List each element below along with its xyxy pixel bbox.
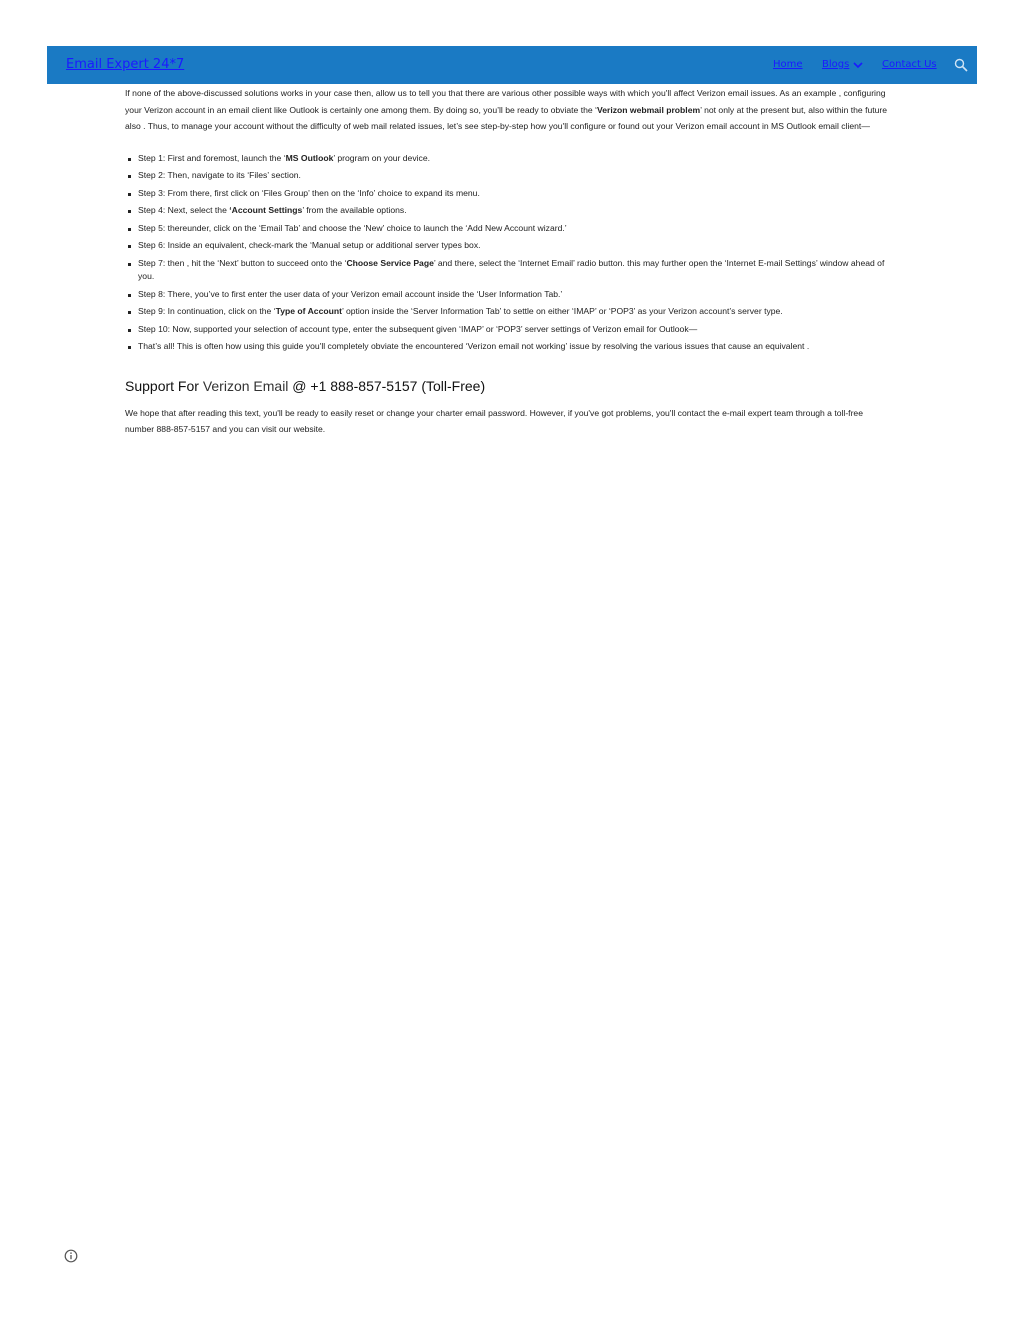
list-item	[125, 204, 901, 218]
list-item	[125, 288, 901, 302]
step-text-pre: Step 3: From there, first click on ‘Files Group’ then on the ‘Info’ choice to expand its menu.	[138, 187, 480, 198]
step-text-post: ’ option inside the ‘Server Information Tab’ to settle on either ‘IMAP’ or ‘POP3’ as your Verizon account’s server type.	[341, 306, 783, 316]
bullet-icon	[128, 228, 131, 231]
list-item	[125, 187, 901, 201]
intro-text-2: ’ not only at the present but, also within the future also . Thus, to manage your account without the difficulty of web mail related issues, let’s see step-by-step how you'll configure or found out your Verizon email account in MS Outlook email client—	[125, 104, 888, 131]
bullet-icon	[128, 210, 131, 213]
bullet-icon	[128, 175, 131, 178]
step-text-pre: Step 1: First and foremost, launch the ‘	[138, 152, 286, 163]
step-text-pre: Step 4: Next, select the	[138, 205, 230, 215]
intro-paragraph	[125, 85, 901, 135]
step-text-pre: Step 9: In continuation, click on the ‘	[138, 306, 276, 316]
step-text-post: ’ and there, select the ‘Internet Email’ radio button. this may further open the ‘Internet E-mail Settings’ window ahead of you.	[138, 257, 885, 281]
list-item	[125, 340, 901, 354]
intro-bold-text: Verizon webmail problem	[596, 104, 701, 115]
step-text-pre: Step 8: There, you’ve to first enter the user data of your Verizon email account inside the ‘User Information Tab.’	[138, 288, 563, 299]
list-item	[125, 239, 901, 253]
bullet-icon	[128, 158, 131, 161]
step-text-bold: Choose Service Page	[346, 257, 434, 268]
info-icon[interactable]	[64, 1249, 78, 1263]
step-text-pre: Step 5: thereunder, click on the ‘Email Tab’ and choose the ‘New’ choice to launch the ‘Add New Account wizard.’	[138, 222, 567, 233]
bullet-icon	[128, 311, 131, 314]
list-item	[125, 152, 901, 166]
support-heading-pre: Support For	[125, 377, 203, 394]
nav-home-link[interactable]: Home	[773, 59, 803, 70]
bullet-icon	[128, 245, 131, 248]
bullet-icon	[128, 193, 131, 196]
step-text-post: ’ program on your device.	[333, 152, 431, 163]
intro-text-1: If none of the above-discussed solutions works in your case then, allow us to tell you that there are various other possible ways with which you'll affect Verizon email issues. As an example , configuring your Verizon account in an email client like Outlook is certainly one among them. By doing so, you’ll be ready to obviate the ‘	[125, 88, 886, 115]
list-item	[125, 323, 901, 337]
nav-blogs-link[interactable]: Blogs	[822, 59, 850, 70]
step-text-post: ’ from the available options.	[302, 205, 407, 215]
step-text-pre: Step 2: Then, navigate to its ‘Files’ section.	[138, 170, 301, 180]
list-item	[125, 305, 901, 319]
support-heading-post: @ +1 888-857-5157 (Toll-Free)	[288, 377, 486, 394]
list-item	[125, 257, 901, 284]
step-text-pre: Step 10: Now, supported your selection of account type, enter the subsequent given ‘IMAP’ or ‘POP3’ server settings of Verizon email for Outlook—	[138, 323, 698, 334]
bullet-icon	[128, 263, 131, 266]
step-text-bold: MS Outlook	[285, 152, 334, 163]
search-icon[interactable]	[954, 58, 968, 72]
support-heading	[125, 377, 901, 395]
steps-list	[125, 152, 901, 354]
list-item	[125, 169, 901, 183]
article-content	[125, 85, 901, 438]
support-paragraph: We hope that after reading this text, you'll be ready to easily reset or change your charter email password. However, if you've got problems, you'll contact the e-mail expert team through a toll-free number 888-857-5157 and you can visit our website.	[125, 407, 863, 434]
bullet-icon	[128, 329, 131, 332]
bullet-icon	[128, 346, 131, 349]
bullet-icon	[128, 294, 131, 297]
list-item	[125, 222, 901, 236]
step-text-pre: That’s all! This is often how using this guide you'll completely obviate the encountered ‘Verizon email not working’ issue by resolving the various issues that cause an equivalent .	[138, 341, 810, 351]
step-text-pre: Step 6: Inside an equivalent, check-mark the ‘Manual setup or additional server types box.	[138, 240, 481, 250]
chevron-down-icon[interactable]	[853, 61, 863, 69]
support-heading-muted: Verizon Email	[202, 377, 289, 394]
step-text-pre: Step 7: then , hit the ‘Next’ button to succeed onto the ‘	[138, 257, 347, 268]
site-title-link[interactable]: Email Expert 24*7	[66, 57, 185, 72]
nav-contact-link[interactable]: Contact Us	[882, 59, 937, 70]
step-text-bold: ‘Account Settings	[229, 205, 303, 215]
header-bar	[47, 46, 977, 84]
step-text-bold: Type of Account	[275, 306, 342, 316]
